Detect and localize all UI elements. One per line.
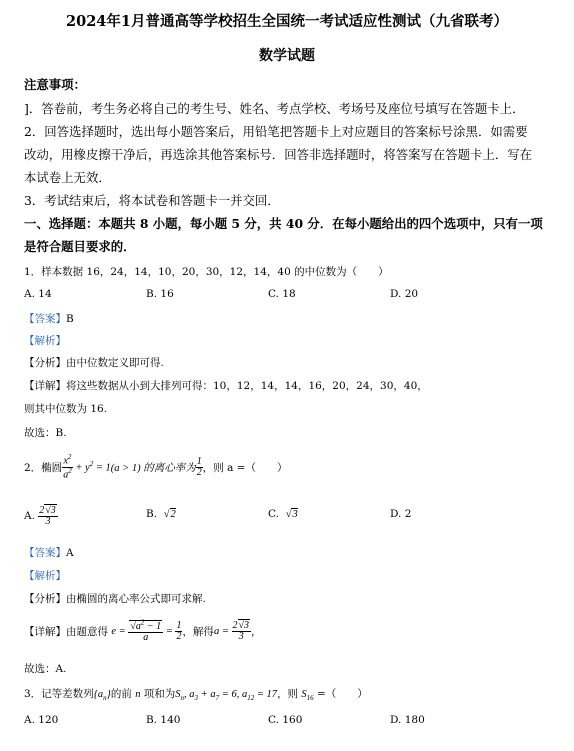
q2-answer: [24, 545, 74, 560]
detail-tag: 【详解】: [24, 625, 66, 638]
q3-option-a: A. 120: [24, 714, 59, 726]
ellipse-term: + $y^2 = 1$: [72, 460, 111, 474]
q2-option-a-label: A.: [24, 510, 35, 522]
q3-option-b: B. 140: [146, 714, 181, 726]
detail-text-a: 由题意得: [66, 625, 108, 638]
q1-answer: [24, 311, 74, 326]
page-title: 2024年1月普通高等学校招生全国统一考试适应性测试（九省联考）: [66, 13, 508, 30]
ellipse-fraction: $\frac{x^2}{a^2}$: [63, 453, 72, 480]
notice-heading: 注意事项：: [24, 77, 86, 92]
page-subtitle: 数学试题: [259, 48, 315, 64]
q2-option-b: [146, 508, 176, 520]
notice-item-3: 3．考试结束后，将本试卷和答题卡一并交回．: [24, 193, 280, 208]
q2-detail: [24, 614, 262, 648]
fenxi-tag: 【分析】: [24, 593, 66, 605]
notice-item-2-line-3: 本试卷上无效．: [24, 170, 111, 185]
q1-option-a: A. 14: [24, 288, 52, 300]
option-a-fraction: $\frac{2√3}{3}$: [39, 504, 56, 527]
q3-stem: [24, 686, 368, 702]
q3-stem-c: 项和为: [143, 688, 176, 700]
equals-half: =: [163, 625, 176, 637]
detail-text-b: ，解得: [182, 625, 214, 638]
q2-conclusion: 故选：A.: [24, 663, 67, 675]
q3-stem-b: 的前: [110, 688, 132, 700]
q2-fenxi: [24, 591, 206, 606]
q2-stem: [24, 452, 287, 482]
q2-tail: ，则 a =（ ）: [202, 461, 288, 474]
q1-option-d: D. 20: [390, 288, 419, 300]
q1-option-b: B. 16: [146, 288, 174, 300]
q3-stem-e: =（ ）: [317, 688, 368, 700]
q3-option-d: D. 180: [390, 714, 425, 726]
notice-item-2-line-1: 2．回答选择题时，选出每小题答案后，用铅笔把答题卡上对应题目的答案标号涂黑．如需要: [24, 124, 528, 139]
q2-analysis-tag: 【解析】: [24, 570, 66, 582]
q1-stem: 1．样本数据 16，24，14，10，20，30，12，14，40 的中位数为（ ）: [24, 266, 389, 278]
q1-analysis-tag: 【解析】: [24, 335, 66, 347]
q3-stem-a: 3．记等差数列: [24, 688, 94, 700]
half-fraction: $\frac{1}{2}$: [176, 619, 182, 642]
condition-formula: $S_n$, $a_3 + a_7 = 6$, $a_{12} = 17$: [175, 689, 278, 703]
answer-tag: 【答案】: [24, 547, 66, 559]
q3-stem-d: ，则: [277, 688, 299, 700]
q2-option-d: D. 2: [390, 508, 412, 520]
fenxi-text: 由椭圆的离心率公式即可求解.: [66, 593, 206, 605]
result-fraction: $\frac{2√3}{3}$: [232, 619, 250, 642]
answer-tag: 【答案】: [24, 313, 66, 325]
q2-cond: (a > 1) 的离心率为: [110, 462, 196, 474]
q1-option-c: C. 18: [268, 288, 296, 300]
notice-item-2-line-2: 改动，用橡皮擦干净后，再选涂其他答案标号．回答非选择题时，将答案写在答题卡上．写在: [24, 147, 533, 162]
q2-num: 2．椭圆: [24, 461, 63, 474]
e-fraction: $\frac{√a^2 - 1}{a}$: [130, 618, 162, 643]
option-b-value: √2: [163, 509, 176, 520]
fenxi-text: 由中位数定义即可得.: [66, 357, 164, 369]
q2-option-c: [268, 508, 298, 520]
fenxi-tag: 【分析】: [24, 357, 66, 369]
q2-option-c-label: C.: [268, 508, 279, 520]
q2-option-b-label: B.: [146, 508, 158, 520]
comma: ，: [251, 625, 262, 638]
n-symbol: n: [135, 689, 141, 700]
notice-item-1: ]．答卷前，考生务必将自己的考生号、姓名、考点学校、考场号及座位号填写在答题卡上．: [24, 101, 525, 116]
section-heading-line-2: 是符合题目要求的．: [24, 239, 136, 254]
detail-text: 将这些数据从小到大排列可得：10，12，14，14，16，20，24，30，40，: [66, 380, 428, 392]
q1-detail: [24, 378, 428, 393]
e-equals: e =: [111, 625, 129, 637]
option-c-value: √3: [285, 509, 298, 520]
q3-option-c: C. 160: [268, 714, 303, 726]
detail-tag: 【详解】: [24, 380, 66, 392]
section-heading-line-1: 一、选择题：本题共 8 小题，每小题 5 分，共 40 分．在每小题给出的四个选项中，只有一项: [24, 216, 543, 231]
eccentricity-fraction: $\frac{1}{2}$: [196, 455, 202, 478]
answer-value: B: [66, 313, 74, 325]
q2-option-a: [24, 500, 58, 532]
answer-value: A: [66, 547, 74, 559]
a-equals: a =: [213, 625, 232, 637]
sequence-symbol: $\{a_n\}$: [93, 689, 111, 703]
q1-detail-2: 则其中位数为 16.: [24, 403, 108, 415]
q1-conclusion: 故选：B.: [24, 427, 67, 439]
s16-symbol: $S_{16}$: [301, 689, 314, 703]
q1-fenxi: [24, 355, 164, 370]
